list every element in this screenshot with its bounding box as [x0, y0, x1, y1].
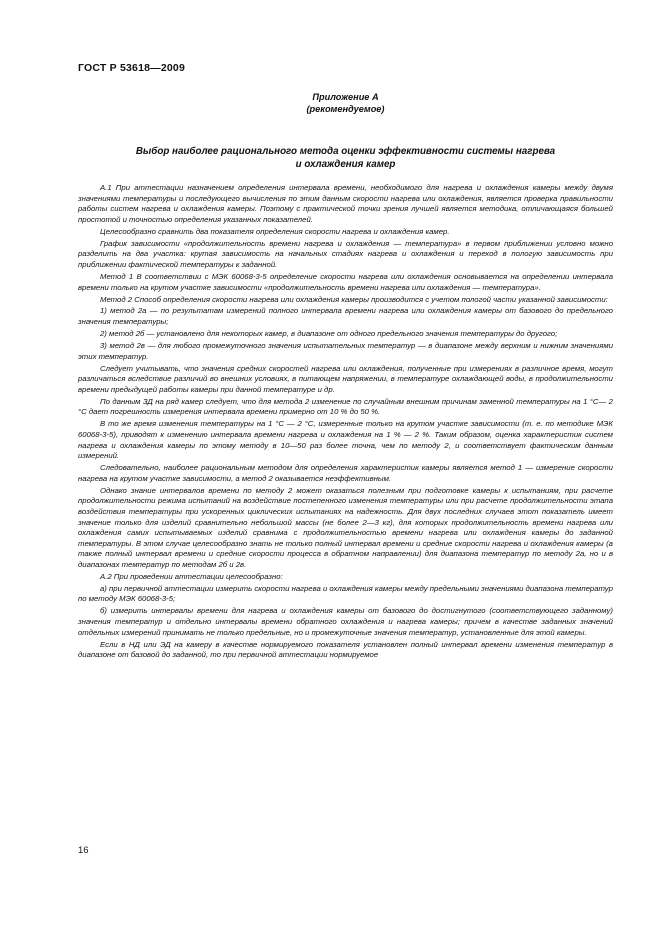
paragraph: 1) метод 2а — по результатам измерений полного интервала времени нагрева или охлаждения камеры от базового до предельного значения температуры; — [78, 306, 613, 327]
paragraph: Метод 1 В соответствии с МЭК 60068-3-5 определение скорости нагрева или охлаждения основывается на определении интервала времени только на крутом участке зависимости «продолжительность времени нагрева или охлаждения — температура». — [78, 271, 613, 292]
paragraph: График зависимости «продолжительность времени нагрева и охлаждения — температура» в первом приближении условно можно разделить на два участка: крутая зависимость на начальных стадиях нагрева и охлаждения и переход в пологую зависимость при приближении фактической температуры к заданной. — [78, 238, 613, 269]
paragraph: 2) метод 2б — установлено для некоторых камер, в диапазоне от одного предельного значения температуры до другого; — [100, 329, 558, 339]
appendix-status: (рекомендуемое) — [306, 104, 385, 114]
section-title-line-2: и охлаждения камер — [295, 159, 396, 170]
appendix-title: Приложение А — [312, 92, 379, 102]
paragraph: б) измерить интервалы времени для нагрева и охлаждения камеры от базового до достигнутого (соответствующего заданному) значения температур и отдельно интервалы времени обратного охлаждения и нагрева камеры; причем в качестве заданных значений отдельных измерений принимать не только предельные, но и промежуточные значения температур, установленные для этой камеры. — [78, 606, 613, 637]
paragraph: А.1 При аттестации назначением определения интервала времени, необходимого для нагрева и охлаждения камеры между двумя значениями температуры и последующего вычисления по этим данным скорости нагрева или охлаждения, является проверка правильности работы систем нагрева и охлаждения камеры. Поэтому с практической точки зрения лучшей является методика, отличающаяся большей простотой и точностью определения указанных показателей. — [78, 183, 613, 224]
paragraph: В то же время изменения температуры на 1 °С — 2 °С, измеренные только на крутом участке зависимости (т. е. по методике МЭК 60068-3-5), приводят к изменению интервала времени нагрева и охлаждения на 1 % — 2 %. Таким образом, оценка характеристик систем нагрева и охлаждения камеры по этому методу в 10—50 раз более точна, чем по методу 2, и соответствует фактическим данным измерений. — [78, 419, 613, 461]
paragraph: Метод 2 Способ определения скорости нагрева или охлаждения камеры производится с учетом пологой части указанной зависимости: — [100, 294, 608, 304]
body-text — [78, 183, 613, 662]
section-title-line-1: Выбор наиболее рационального метода оценки эффективности системы нагрева — [135, 146, 556, 157]
paragraph: Целесообразно сравнить два показателя определения скорости нагрева и охлаждения камер. — [100, 226, 450, 236]
paragraph: Следовательно, наиболее рациональным методом для определения характеристик камеры является метод 1 — измерение скорости нагрева на крутом участке зависимости, а метод 2 оказывается неэффективным. — [78, 463, 613, 483]
paragraph: 3) метод 2в — для любого промежуточного значения испытательных температур — в диапазоне между верхним и нижним значениями этих температур. — [78, 341, 613, 361]
paragraph: Следует учитывать, что значения средних скоростей нагрева или охлаждения, полученные при измерениях в различное время, могут различаться вследствие различий во внешних условиях, в питающем напряжении, в температуре охлаждающей воды, в продолжительности времени предыдущей работы камеры при данной температуре и др. — [78, 363, 613, 394]
paragraph: а) при первичной аттестации измерить скорости нагрева и охлаждения камеры между предельными значениями диапазона температур по методу МЭК 60068-3-5; — [78, 583, 613, 604]
paragraph: Однако знание интервалов времени по методу 2 может оказаться полезным при подготовке камеры к испытаниям, при расчете продолжительности режима испытаний на воздействие постепенного изменения температуры или при расчете продолжительности этапа воздействия температуры при ускоренных циклических испытаниях на надежность. Для двух последних случаев этот показатель имеет значение только для изделий сравнительно небольшой массы (не более 2—3 кг), для которых продолжительность времени нагрева или охлаждения самих испытываемых изделий сравнима с продолжительностью времени нагрева или охлаждения камеры до заданной температуры. В этом случае целесообразно знать не только полный интервал времени и средние скорости нагрева и охлаждения камеры (а также полный интервал времени и средние скорости процесса в обратном направлении) для диапазона температур по методу 2а, но и в диапазонах температур по методам 2б и 2в. — [78, 485, 613, 569]
section-title — [78, 145, 613, 171]
appendix-heading — [78, 91, 613, 115]
paragraph: А.2 При проведении аттестации целесообразно: — [100, 571, 283, 581]
paragraph: Если в НД или ЭД на камеру в качестве нормируемого показателя установлен полный интервал времени изменения температур в диапазоне от базовой до заданной, то при первичной аттестации нормируемое — [78, 639, 613, 660]
page-number: 16 — [78, 845, 89, 856]
document-code: ГОСТ Р 53618—2009 — [78, 62, 186, 74]
paragraph: По данным ЗД на ряд камер следует, что для метода 2 изменение по случайным внешним причинам заменной температуры на 1 °С— 2 °С дает погрешность измерения интервала времени примерно от 10 % до 50 %. — [78, 396, 613, 417]
